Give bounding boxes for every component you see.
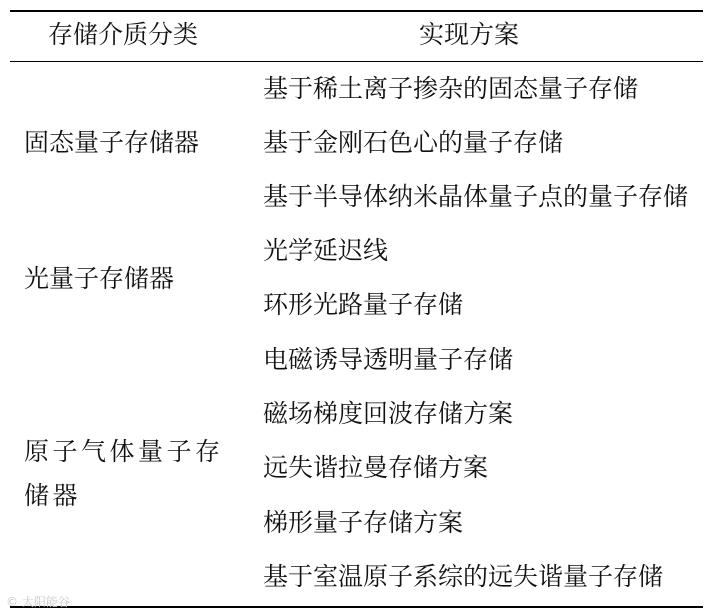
implementation-item: 基于半导体纳米晶体量子点的量子存储: [263, 182, 689, 211]
table-top-rule: [10, 10, 703, 12]
table-header-rule: [10, 61, 703, 62]
implementation-item: 环形光路量子存储: [263, 290, 464, 319]
category-solid-state: 固态量子存储器: [24, 128, 200, 157]
watermark: © 太阳能谷: [6, 595, 70, 609]
storage-table: [10, 10, 703, 608]
implementation-item: 基于金刚石色心的量子存储: [263, 128, 564, 157]
header-storage-medium-category: 存储介质分类: [48, 20, 199, 49]
table-bottom-rule: [10, 606, 703, 608]
implementation-item: 光学延迟线: [263, 236, 389, 265]
category-optical: 光量子存储器: [24, 264, 175, 293]
implementation-item: 基于稀土离子掺杂的固态量子存储: [263, 74, 639, 103]
header-implementation-scheme: 实现方案: [419, 20, 520, 49]
implementation-item: 磁场梯度回波存储方案: [263, 399, 514, 428]
implementation-item: 基于室温原子系综的远失谐量子存储: [263, 562, 664, 591]
implementation-item: 远失谐拉曼存储方案: [263, 453, 489, 482]
category-atomic-gas: 原子气体量子存储器: [24, 437, 224, 510]
implementation-item: 电磁诱导透明量子存储: [263, 345, 514, 374]
implementation-item: 梯形量子存储方案: [263, 508, 464, 537]
